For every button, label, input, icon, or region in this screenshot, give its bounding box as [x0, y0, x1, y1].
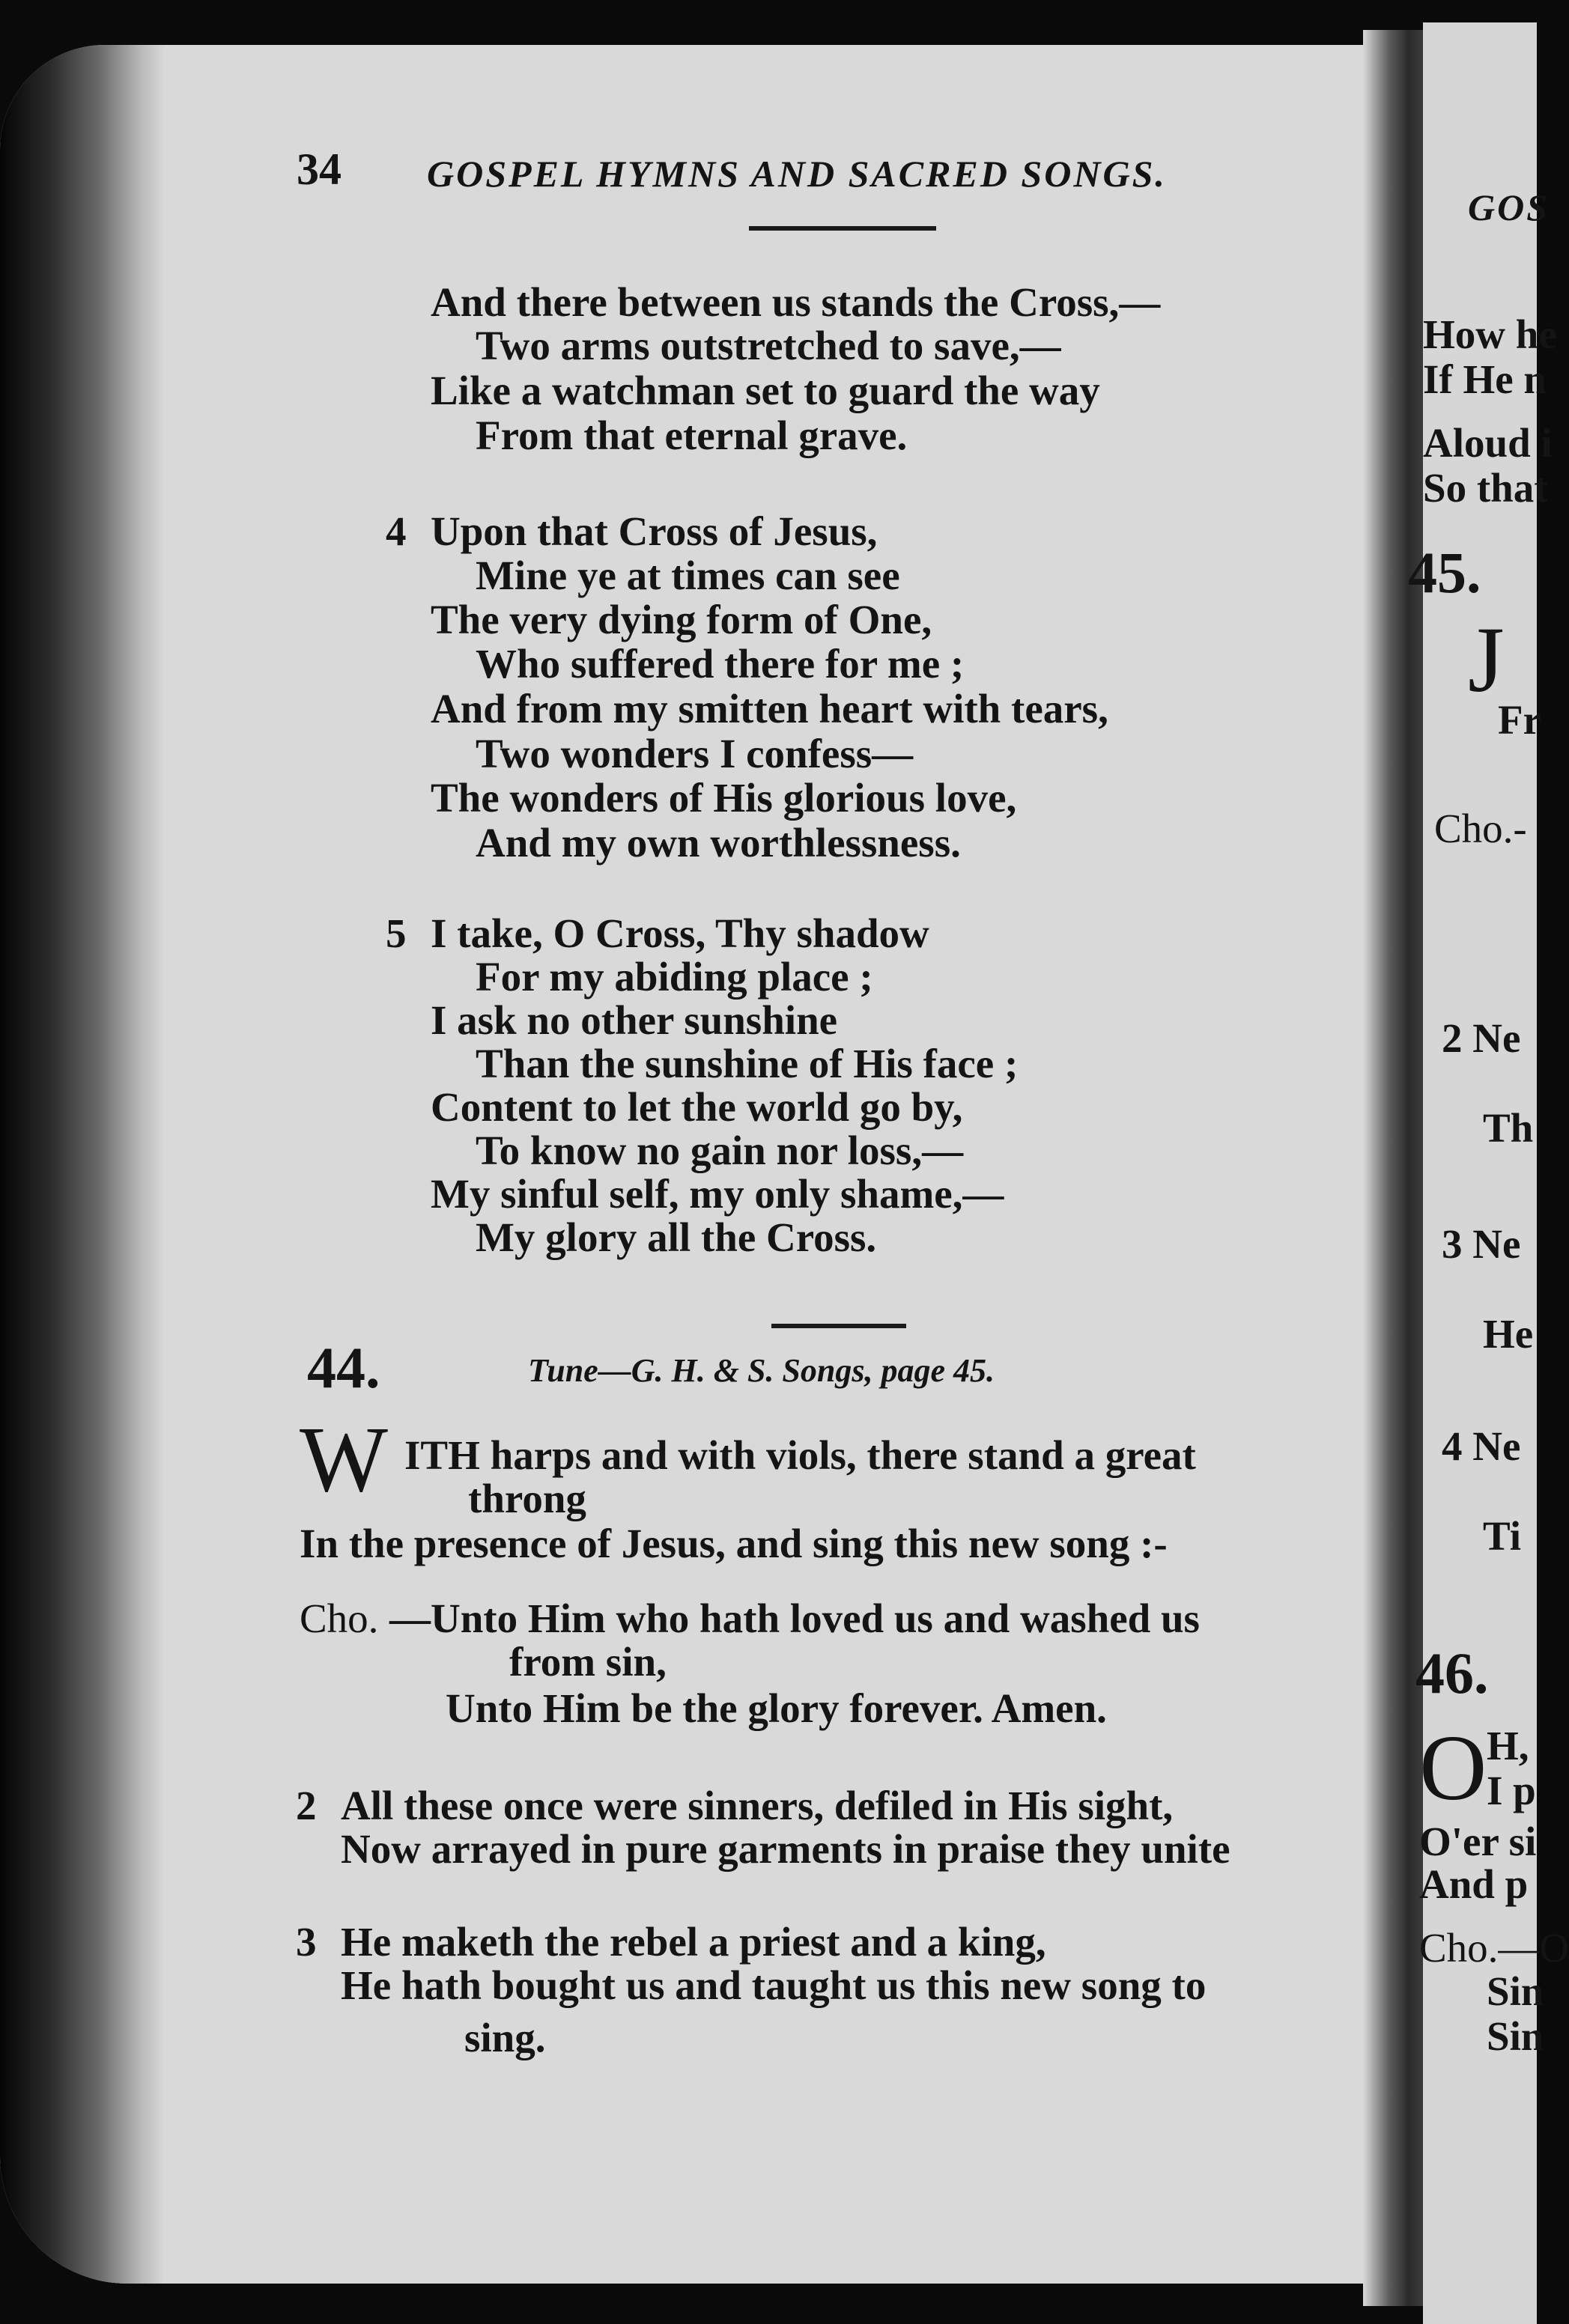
hymn-44-stanza-3-line-3: sing.	[464, 2015, 546, 2060]
stanza-3-line-3: Like a watchman set to guard the way	[431, 368, 1100, 413]
right-line-10: 4 Ne	[1442, 1423, 1521, 1469]
spine-shadow	[0, 45, 165, 2284]
hymn-44-number: 44.	[307, 1335, 380, 1400]
right-drop-cap-j: J	[1468, 609, 1505, 712]
stanza-4-number: 4	[386, 508, 407, 554]
hymn-44-drop-cap: W	[300, 1408, 388, 1512]
right-hymn-45-number: 45.	[1408, 540, 1481, 605]
hymn-44-stanza-3-line-1: He maketh the rebel a priest and a king,	[341, 1919, 1046, 1965]
stanza-4-line-4: Who suffered there for me ;	[476, 641, 965, 687]
right-line-7: Th	[1483, 1105, 1534, 1151]
hymn-44-stanza-3-number: 3	[296, 1919, 317, 1965]
right-line-1: How he	[1423, 311, 1557, 357]
stanza-5-line-5: Content to let the world go by,	[431, 1084, 963, 1130]
right-line-6: 2 Ne	[1442, 1015, 1521, 1061]
stanza-4-line-6: Two wonders I confess—	[476, 731, 914, 776]
stanza-4-line-2: Mine ye at times can see	[476, 553, 900, 598]
stanza-3-line-1: And there between us stands the Cross,—	[431, 279, 1161, 325]
page-number: 34	[297, 145, 342, 194]
running-head: GOSPEL HYMNS AND SACRED SONGS.	[427, 153, 1167, 195]
hymn-44-tune: Tune—G. H. & S. Songs, page 45.	[528, 1352, 995, 1389]
hymn-separator-rule	[771, 1324, 906, 1328]
right-line-4: So that	[1423, 465, 1548, 511]
stanza-4-line-7: The wonders of His glorious love,	[431, 775, 1017, 821]
right-page-fragment	[1408, 22, 1569, 2324]
right-line-12: H,	[1487, 1723, 1529, 1768]
right-hymn-46-number: 46.	[1415, 1640, 1489, 1706]
right-chorus-label-1: Cho.-	[1434, 806, 1527, 851]
hymn-44-chorus-label: Cho.	[300, 1596, 379, 1641]
hymn-44-verse-line-3: In the presence of Jesus, and sing this new song :-	[300, 1521, 1168, 1566]
stanza-5-line-4: Than the sunshine of His face ;	[476, 1041, 1019, 1086]
hymn-44-chorus-line-1: —Unto Him who hath loved us and washed us	[389, 1596, 1200, 1641]
hymn-44-chorus-line-2: from sin,	[509, 1639, 667, 1685]
hymn-44-chorus-line-3: Unto Him be the glory forever. Amen.	[446, 1685, 1107, 1731]
stanza-4-line-1: Upon that Cross of Jesus,	[431, 508, 878, 554]
stanza-5-number: 5	[386, 910, 407, 956]
right-line-9: He	[1483, 1311, 1534, 1357]
right-line-3: Aloud i	[1423, 420, 1553, 466]
stanza-5-line-2: For my abiding place ;	[476, 954, 873, 1000]
hymn-44-verse-line-2: throng	[468, 1476, 586, 1521]
stanza-5-line-3: I ask no other sunshine	[431, 997, 838, 1043]
stanza-3-line-4: From that eternal grave.	[476, 413, 908, 458]
hymn-44-stanza-2-line-1: All these once were sinners, defiled in His sight,	[341, 1783, 1174, 1828]
right-line-11: Ti	[1483, 1513, 1521, 1559]
hymn-44-verse-line-1: ITH harps and with viols, there stand a great	[404, 1432, 1196, 1478]
stanza-5-line-6: To know no gain nor loss,—	[476, 1128, 964, 1173]
right-running-head: GOS	[1468, 186, 1550, 228]
header-rule	[749, 226, 936, 231]
stanza-5-line-8: My glory all the Cross.	[476, 1214, 877, 1260]
right-drop-cap-o: O	[1419, 1717, 1487, 1820]
right-line-17: Sin	[1487, 2013, 1544, 2059]
hymn-44-stanza-3-line-2: He hath bought us and taught us this new song to	[341, 1962, 1207, 2008]
hymn-44-stanza-2-line-2: Now arrayed in pure garments in praise they unite	[341, 1826, 1230, 1872]
right-line-8: 3 Ne	[1442, 1221, 1521, 1267]
right-line-16: Sin	[1487, 1968, 1544, 2014]
right-line-15: And p	[1419, 1861, 1529, 1907]
stanza-4-line-8: And my own worthlessness.	[476, 820, 961, 866]
stanza-3-line-2: Two arms outstretched to save,—	[476, 323, 1061, 368]
right-line-2: If He n	[1423, 356, 1547, 402]
right-line-14: O'er si	[1419, 1819, 1537, 1864]
stanza-4-line-3: The very dying form of One,	[431, 597, 932, 642]
right-line-5: Fr	[1498, 697, 1542, 743]
stanza-5-line-7: My sinful self, my only shame,—	[431, 1171, 1004, 1217]
hymn-44-stanza-2-number: 2	[296, 1783, 317, 1828]
stanza-4-line-5: And from my smitten heart with tears,	[431, 686, 1108, 731]
right-line-13: I p	[1487, 1768, 1536, 1813]
stanza-5-line-1: I take, O Cross, Thy shadow	[431, 910, 929, 956]
right-chorus-label-2: Cho.—O	[1419, 1925, 1569, 1971]
